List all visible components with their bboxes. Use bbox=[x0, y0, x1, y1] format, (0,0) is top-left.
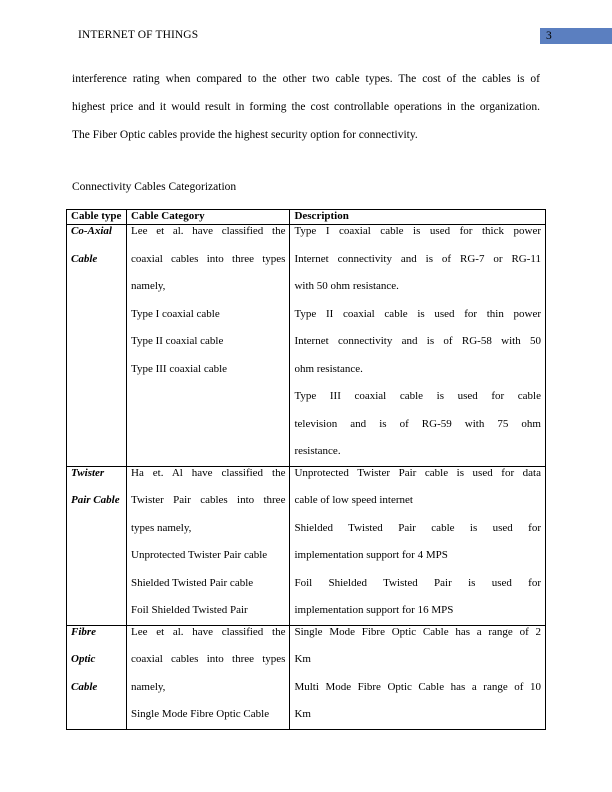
table-caption: Connectivity Cables Categorization bbox=[72, 181, 237, 193]
cell-line: Ha et. Al have classified the bbox=[131, 466, 286, 479]
cell-line: Multi Mode Fibre Optic Cable has a range of 10 bbox=[294, 680, 541, 693]
header-description: Description bbox=[290, 210, 546, 225]
cell-line: Lee et al. have classified the bbox=[131, 225, 286, 237]
running-header-title: INTERNET OF THINGS bbox=[78, 29, 199, 41]
body-paragraph bbox=[72, 65, 540, 149]
paragraph-line: interference rating when compared to the other two cable types. The cost of the cables is of bbox=[72, 73, 540, 85]
header-cable-category: Cable Category bbox=[127, 210, 290, 225]
cell-line: Km bbox=[294, 708, 311, 720]
table-row bbox=[67, 466, 546, 625]
cell-line: Fibre bbox=[71, 625, 97, 638]
cell-line: Shielded Twisted Pair cable is used for bbox=[294, 521, 541, 534]
cables-table bbox=[66, 209, 546, 730]
cable-type-cell bbox=[67, 225, 127, 467]
cell-line: Pair Cable bbox=[71, 494, 120, 506]
description-cell bbox=[290, 625, 546, 729]
cell-line: coaxial cables into three types bbox=[131, 252, 286, 265]
cell-line: Lee et al. have classified the bbox=[131, 625, 286, 638]
cell-line: Single Mode Fibre Optic Cable has a range of 2 bbox=[294, 625, 541, 638]
description-cell bbox=[290, 466, 546, 625]
cell-line: Foil Shielded Twisted Pair is used for bbox=[294, 576, 541, 589]
cell-line: cable of low speed internet bbox=[294, 494, 413, 506]
cell-line: Cable bbox=[71, 252, 98, 265]
page-number: 3 bbox=[540, 28, 612, 44]
cell-line: Unprotected Twister Pair cable bbox=[131, 549, 268, 561]
cell-line: Unprotected Twister Pair cable is used for data bbox=[294, 466, 541, 479]
cell-line: Optic bbox=[71, 653, 96, 665]
cell-line: Twister Pair cables into three bbox=[131, 494, 286, 506]
cell-line: Type III coaxial cable is used for cable bbox=[294, 390, 541, 402]
cable-category-cell bbox=[127, 466, 290, 625]
cell-line: Foil Shielded Twisted Pair bbox=[131, 604, 248, 616]
cell-line: Cable bbox=[71, 680, 98, 693]
paragraph-line: The Fiber Optic cables provide the highest security option for connectivity. bbox=[72, 129, 418, 141]
cell-line: Internet connectivity and is of RG-7 or RG-11 bbox=[294, 252, 541, 265]
paragraph-line: highest price and it would result in forming the cost controllable operations in the organization. bbox=[72, 101, 540, 113]
cell-line: television and is of RG-59 with 75 ohm bbox=[294, 417, 541, 430]
cell-line: Type I coaxial cable is used for thick power bbox=[294, 225, 541, 237]
cell-line: with 50 ohm resistance. bbox=[294, 280, 399, 292]
cell-line: namely, bbox=[131, 280, 166, 292]
cell-line: ohm resistance. bbox=[294, 362, 363, 375]
cable-type-cell bbox=[67, 625, 127, 729]
cell-line: Twister bbox=[71, 466, 105, 479]
cell-line: Km bbox=[294, 653, 311, 665]
cell-line: Type II coaxial cable bbox=[131, 335, 224, 347]
cell-line: Shielded Twisted Pair cable bbox=[131, 576, 254, 589]
table-row bbox=[67, 225, 546, 467]
cable-type-cell bbox=[67, 466, 127, 625]
cell-line: implementation support for 16 MPS bbox=[294, 604, 454, 616]
cell-line: resistance. bbox=[294, 445, 341, 457]
cell-line: namely, bbox=[131, 680, 166, 693]
cell-line: coaxial cables into three types bbox=[131, 653, 286, 665]
cell-line: Co-Axial bbox=[71, 225, 112, 237]
table-row bbox=[67, 625, 546, 729]
cell-line: Type II coaxial cable is used for thin power bbox=[294, 307, 541, 320]
cell-line: implementation support for 4 MPS bbox=[294, 549, 448, 561]
description-cell bbox=[290, 225, 546, 467]
cable-category-cell bbox=[127, 225, 290, 467]
cable-category-cell bbox=[127, 625, 290, 729]
cell-line: Single Mode Fibre Optic Cable bbox=[131, 708, 270, 720]
header-cable-type: Cable type bbox=[67, 210, 127, 225]
cell-line: Type III coaxial cable bbox=[131, 362, 228, 375]
cell-line: Internet connectivity and is of RG-58 with 50 bbox=[294, 335, 541, 347]
cell-line: types namely, bbox=[131, 521, 192, 534]
cell-line: Type I coaxial cable bbox=[131, 307, 220, 320]
